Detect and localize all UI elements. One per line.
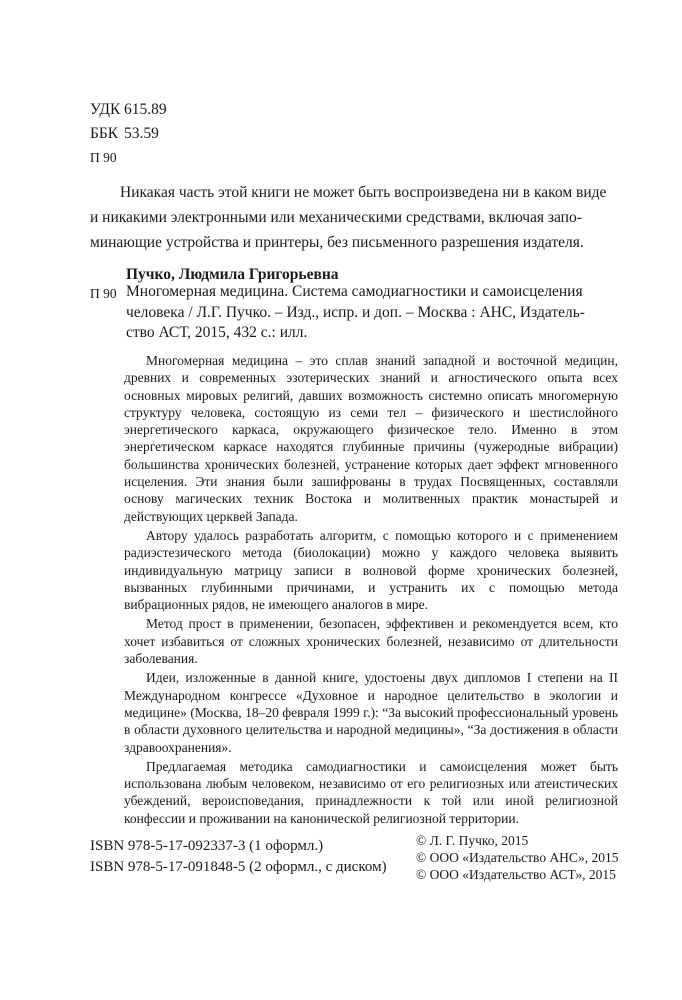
udk-value: 615.89: [124, 101, 167, 118]
author-name: Пучко, Людмила Григорьевна: [126, 266, 339, 283]
isbn-line: ISBN 978-5-17-092337-3 (1 оформл.): [90, 838, 324, 854]
annotation-paragraph: Идеи, изложенные в данной книге, удостоены двух дипломов I степени на II Международном конгрессе «Духовное и народное целительство в экологии и медицине» (Москва, 18–20 февраля 1999 г.): “За высокий профессиональный уровень в области духовного целительства и народной медицины», “За достижения в области здравоохранения».: [124, 670, 618, 755]
copyright-line: © ООО «Издательство АНС», 2015: [416, 850, 619, 865]
annotation-paragraph: Многомерная медицина – это сплав знаний западной и восточной медицин, древних и современных эзотерических знаний и агностического опыта всех основных мировых религий, давших возможность системно описать многомерную структуру человека, состоящую из семи тел – физического и шестислойного энергетического каркаса, окружающего физическое тело. Именно в этом энергетическом каркасе находятся глубинные причины (чужеродные вибрации) большинства хронических болезней, устранение которых дает эффект мгновенного исцеления. Эти знания были зашифрованы в трудах Посвященных, составляли основу магических техник Востока и молитвенных практик монастырей и действующих церквей Запада.: [124, 353, 618, 524]
notice-line: Никакая часть этой книги не может быть воспроизведена ни в каком виде: [120, 184, 607, 201]
bbk-code: [90, 122, 167, 146]
isbn-line: ISBN 978-5-17-091848-5 (2 оформл., с диском): [90, 859, 387, 875]
notice-line: минающие устройства и принтеры, без письменного разрешения издателя.: [90, 234, 584, 251]
udk-code: [90, 98, 167, 122]
classification-codes: [90, 98, 167, 170]
record-line: ство АСТ, 2015, 432 с.: илл.: [126, 324, 308, 341]
copyright-block: [416, 832, 618, 883]
annotation-paragraph: Метод прост в применении, безопасен, эффективен и рекомендуется всем, кто хочет избавиться от сложных хронических болезней, независимо от длительности заболевания.: [124, 616, 618, 667]
author-sign: П 90: [90, 150, 117, 165]
copyright-line: © Л. Г. Пучко, 2015: [416, 833, 529, 848]
copyright-line: © ООО «Издательство АСТ», 2015: [416, 867, 616, 882]
record-sign: П 90: [90, 286, 117, 301]
notice-line: и никакими электронными или механическими средствами, включая запо-: [90, 209, 582, 226]
isbn-block: [90, 836, 387, 878]
record-line: Многомерная медицина. Система самодиагностики и самоисцеления: [126, 283, 583, 300]
record-entry: [126, 282, 618, 344]
bbk-value: 53.59: [124, 125, 159, 142]
udk-label: УДК: [90, 101, 121, 118]
annotation: [124, 352, 618, 829]
annotation-paragraph: Предлагаемая методика самодиагностики и самоисцеления может быть использована любым человеком, независимо от его религиозных или атеистических убеждений, вероисповедания, принадлежности к той или иной религиозной конфессии и проживании на канонической религиозной территории.: [124, 758, 618, 826]
copyright-notice: [90, 180, 618, 255]
annotation-paragraph: Автору удалось разработать алгоритм, с помощью которого и с применением радиэстезического метода (биолокации) можно у каждого человека выявить индивидуальную матрицу записи в волновой форме хронических болезней, вызванных глубинными причинами, и устранить их с помощью метода вибрационных рядов, не имеющего аналогов в мире.: [124, 527, 618, 613]
record-line: человека / Л.Г. Пучко. – Изд., испр. и доп. – Москва : АНС, Издатель-: [126, 303, 585, 321]
bbk-label: ББК: [90, 125, 119, 142]
